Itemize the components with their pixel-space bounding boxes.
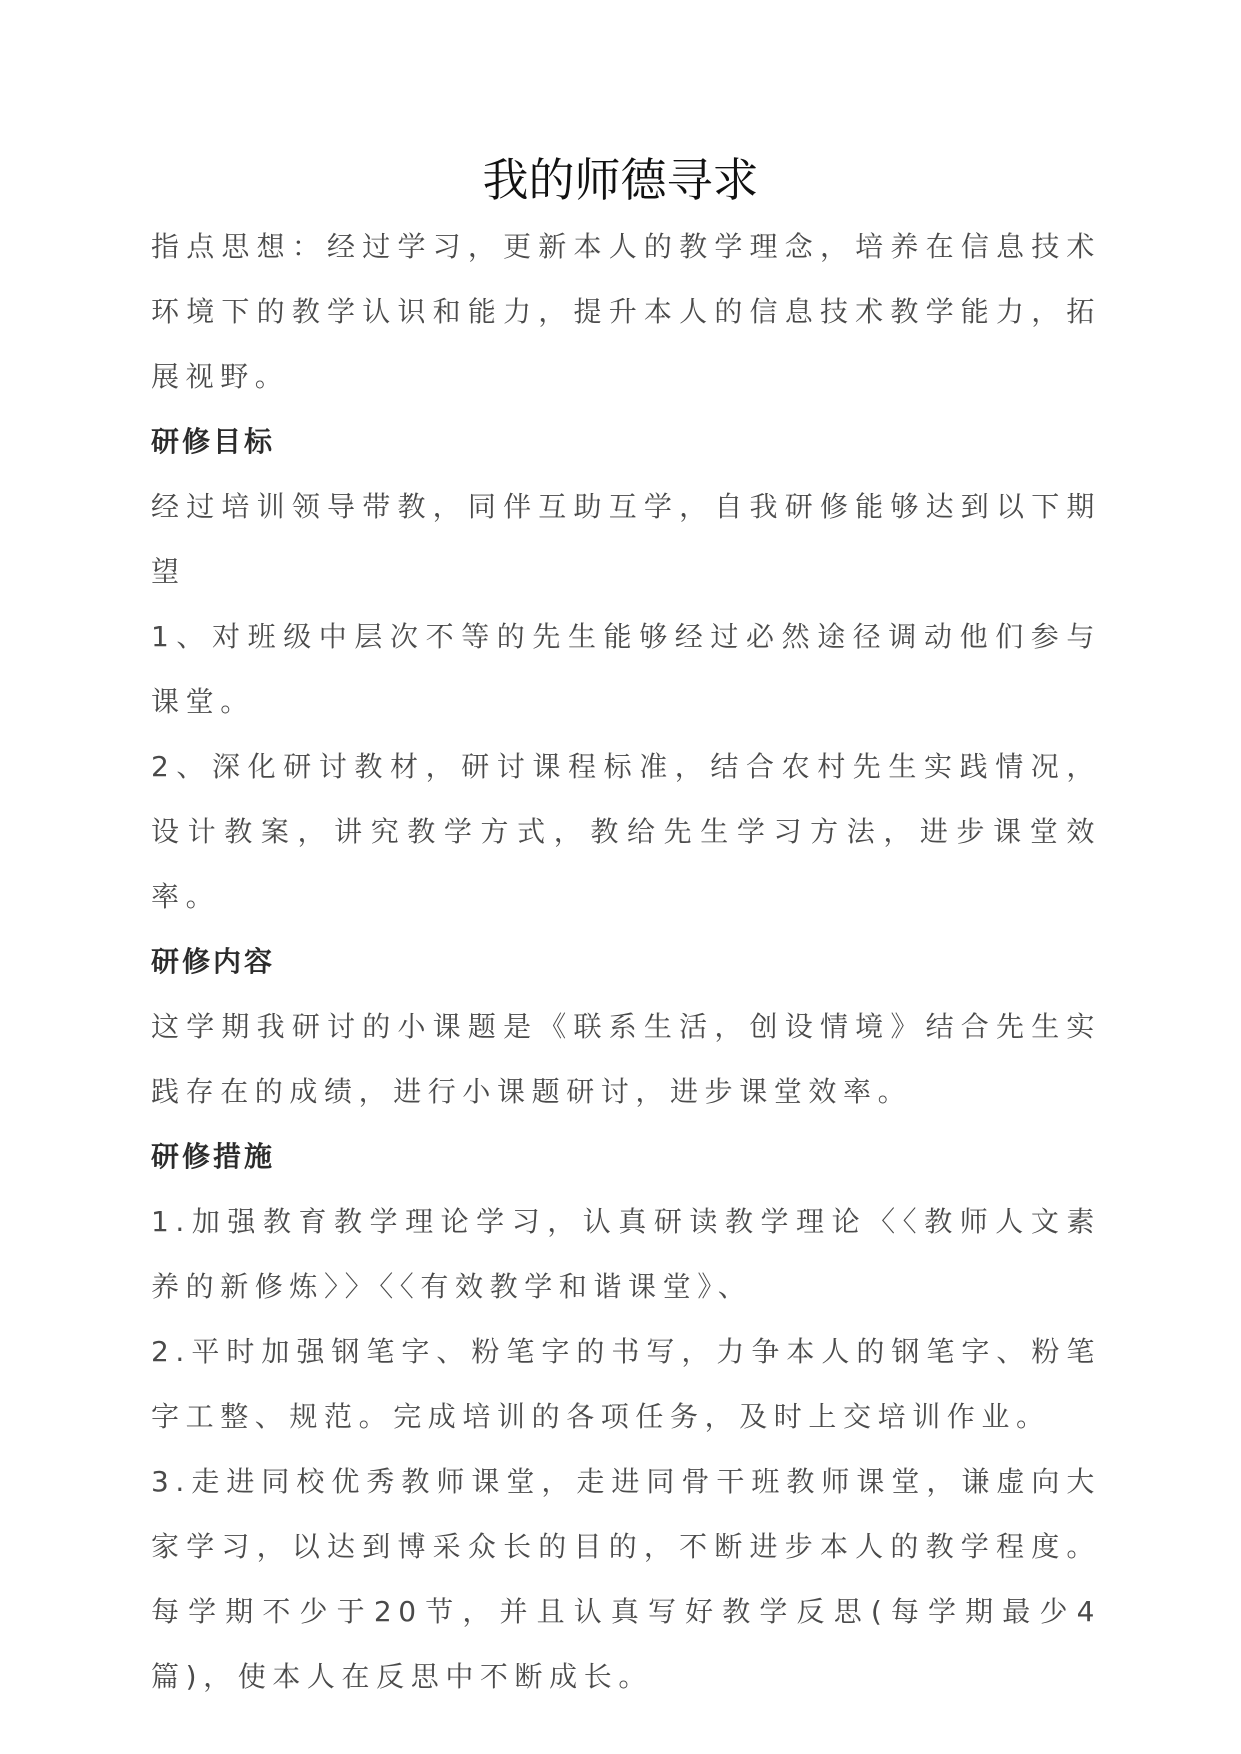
body-paragraph: 这学期我研讨的小课题是《联系生活，创设情境》结合先生实践存在的成绩，进行小课题研讨，进步课堂效率。 bbox=[151, 1010, 1101, 1108]
body-paragraph: 1、对班级中层次不等的先生能够经过必然途径调动他们参与课堂。 bbox=[151, 620, 1101, 718]
section-heading: 研修目标 bbox=[151, 425, 276, 458]
body-paragraph: 经过培训领导带教，同伴互助互学，自我研修能够达到以下期望 bbox=[151, 490, 1101, 588]
document-body bbox=[151, 214, 1101, 1709]
body-paragraph: 指点思想：经过学习，更新本人的教学理念，培养在信息技术环境下的教学认识和能力，提升本人的信息技术教学能力，拓展视野。 bbox=[151, 230, 1101, 393]
body-paragraph: 2.平时加强钢笔字、粉笔字的书写，力争本人的钢笔字、粉笔字工整、规范。完成培训的各项任务，及时上交培训作业。 bbox=[151, 1335, 1101, 1433]
section-heading: 研修措施 bbox=[151, 1140, 276, 1173]
document-title: 我的师德寻求 bbox=[482, 153, 759, 207]
body-paragraph: 2、深化研讨教材，研讨课程标准，结合农村先生实践情况，设计教案，讲究教学方式，教给先生学习方法，进步课堂效率。 bbox=[151, 750, 1101, 913]
body-paragraph: 3.走进同校优秀教师课堂，走进同骨干班教师课堂，谦虚向大家学习，以达到博采众长的目的，不断进步本人的教学程度。每学期不少于20节，并且认真写好教学反思(每学期最少4篇)，使本人在反思中不断成长。 bbox=[151, 1465, 1101, 1693]
body-paragraph: 1.加强教育教学理论学习，认真研读教学理论〈〈教师人文素养的新修炼〉〉〈〈有效教学和谐课堂》、 bbox=[151, 1205, 1101, 1303]
section-heading: 研修内容 bbox=[151, 945, 276, 978]
